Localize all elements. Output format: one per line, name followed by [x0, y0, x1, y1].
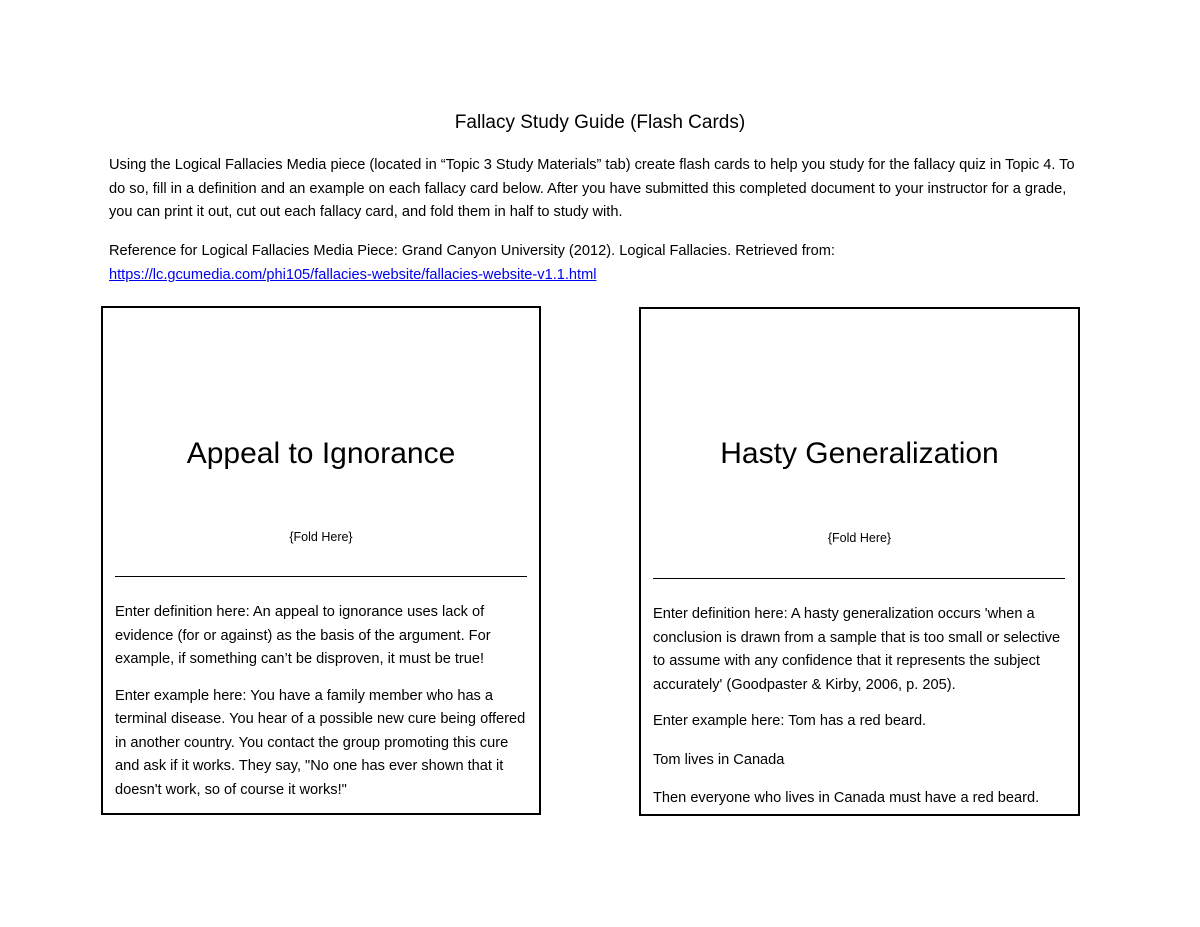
card-example-line: Then everyone who lives in Canada must have a red beard.: [653, 790, 1040, 806]
fold-label: {Fold Here}: [827, 531, 892, 545]
card-definition: Enter definition here: A hasty generalization occurs 'when a conclusion is drawn from a sample that is too small or selective to assume with any confidence that it represents the subject accurately' (Goodpaster & Kirby, 2006, p. 205).: [653, 606, 1061, 693]
card-title: Hasty Generalization: [720, 437, 999, 470]
card-title: Appeal to Ignorance: [186, 437, 456, 470]
fold-divider: [653, 578, 1065, 579]
card-example-line: Tom lives in Canada: [653, 751, 785, 768]
reference-link[interactable]: https://lc.gcumedia.com/phi105/fallacies-website/fallacies-website-v1.1.html: [109, 267, 597, 283]
flash-card-hasty-generalization: [639, 307, 1080, 816]
fold-divider: [115, 576, 527, 577]
reference-block: [109, 239, 1084, 287]
intro-paragraph: Using the Logical Fallacies Media piece (located in “Topic 3 Study Materials” tab) create flash cards to help you study for the fallacy quiz in Topic 4. To do so, fill in a definition and an example on each fallacy card below. After you have submitted this completed document to your instructor for a grade, you can print it out, cut out each fallacy card, and fold them in half to study with.: [109, 157, 1075, 220]
card-definition: Enter definition here: An appeal to ignorance uses lack of evidence (for or against) as the basis of the argument. For example, if something can’t be disproven, it must be true!: [115, 604, 491, 667]
card-example: Enter example here: Tom has a red beard.: [653, 713, 927, 729]
card-content: [653, 603, 1068, 811]
card-example: Enter example here: You have a family member who has a terminal disease. You hear of a possible new cure being offered in another country. You contact the group promoting this cure and ask if it works. They say, "No one has ever shown that it doesn't work, so of course it works!": [115, 687, 526, 798]
fold-label: {Fold Here}: [289, 530, 353, 544]
flash-card-appeal-to-ignorance: [101, 306, 541, 815]
card-content: [115, 601, 530, 802]
reference-text: Reference for Logical Fallacies Media Piece: Grand Canyon University (2012). Logical Fallacies. Retrieved from:: [109, 243, 835, 259]
page-title: Fallacy Study Guide (Flash Cards): [454, 112, 746, 133]
